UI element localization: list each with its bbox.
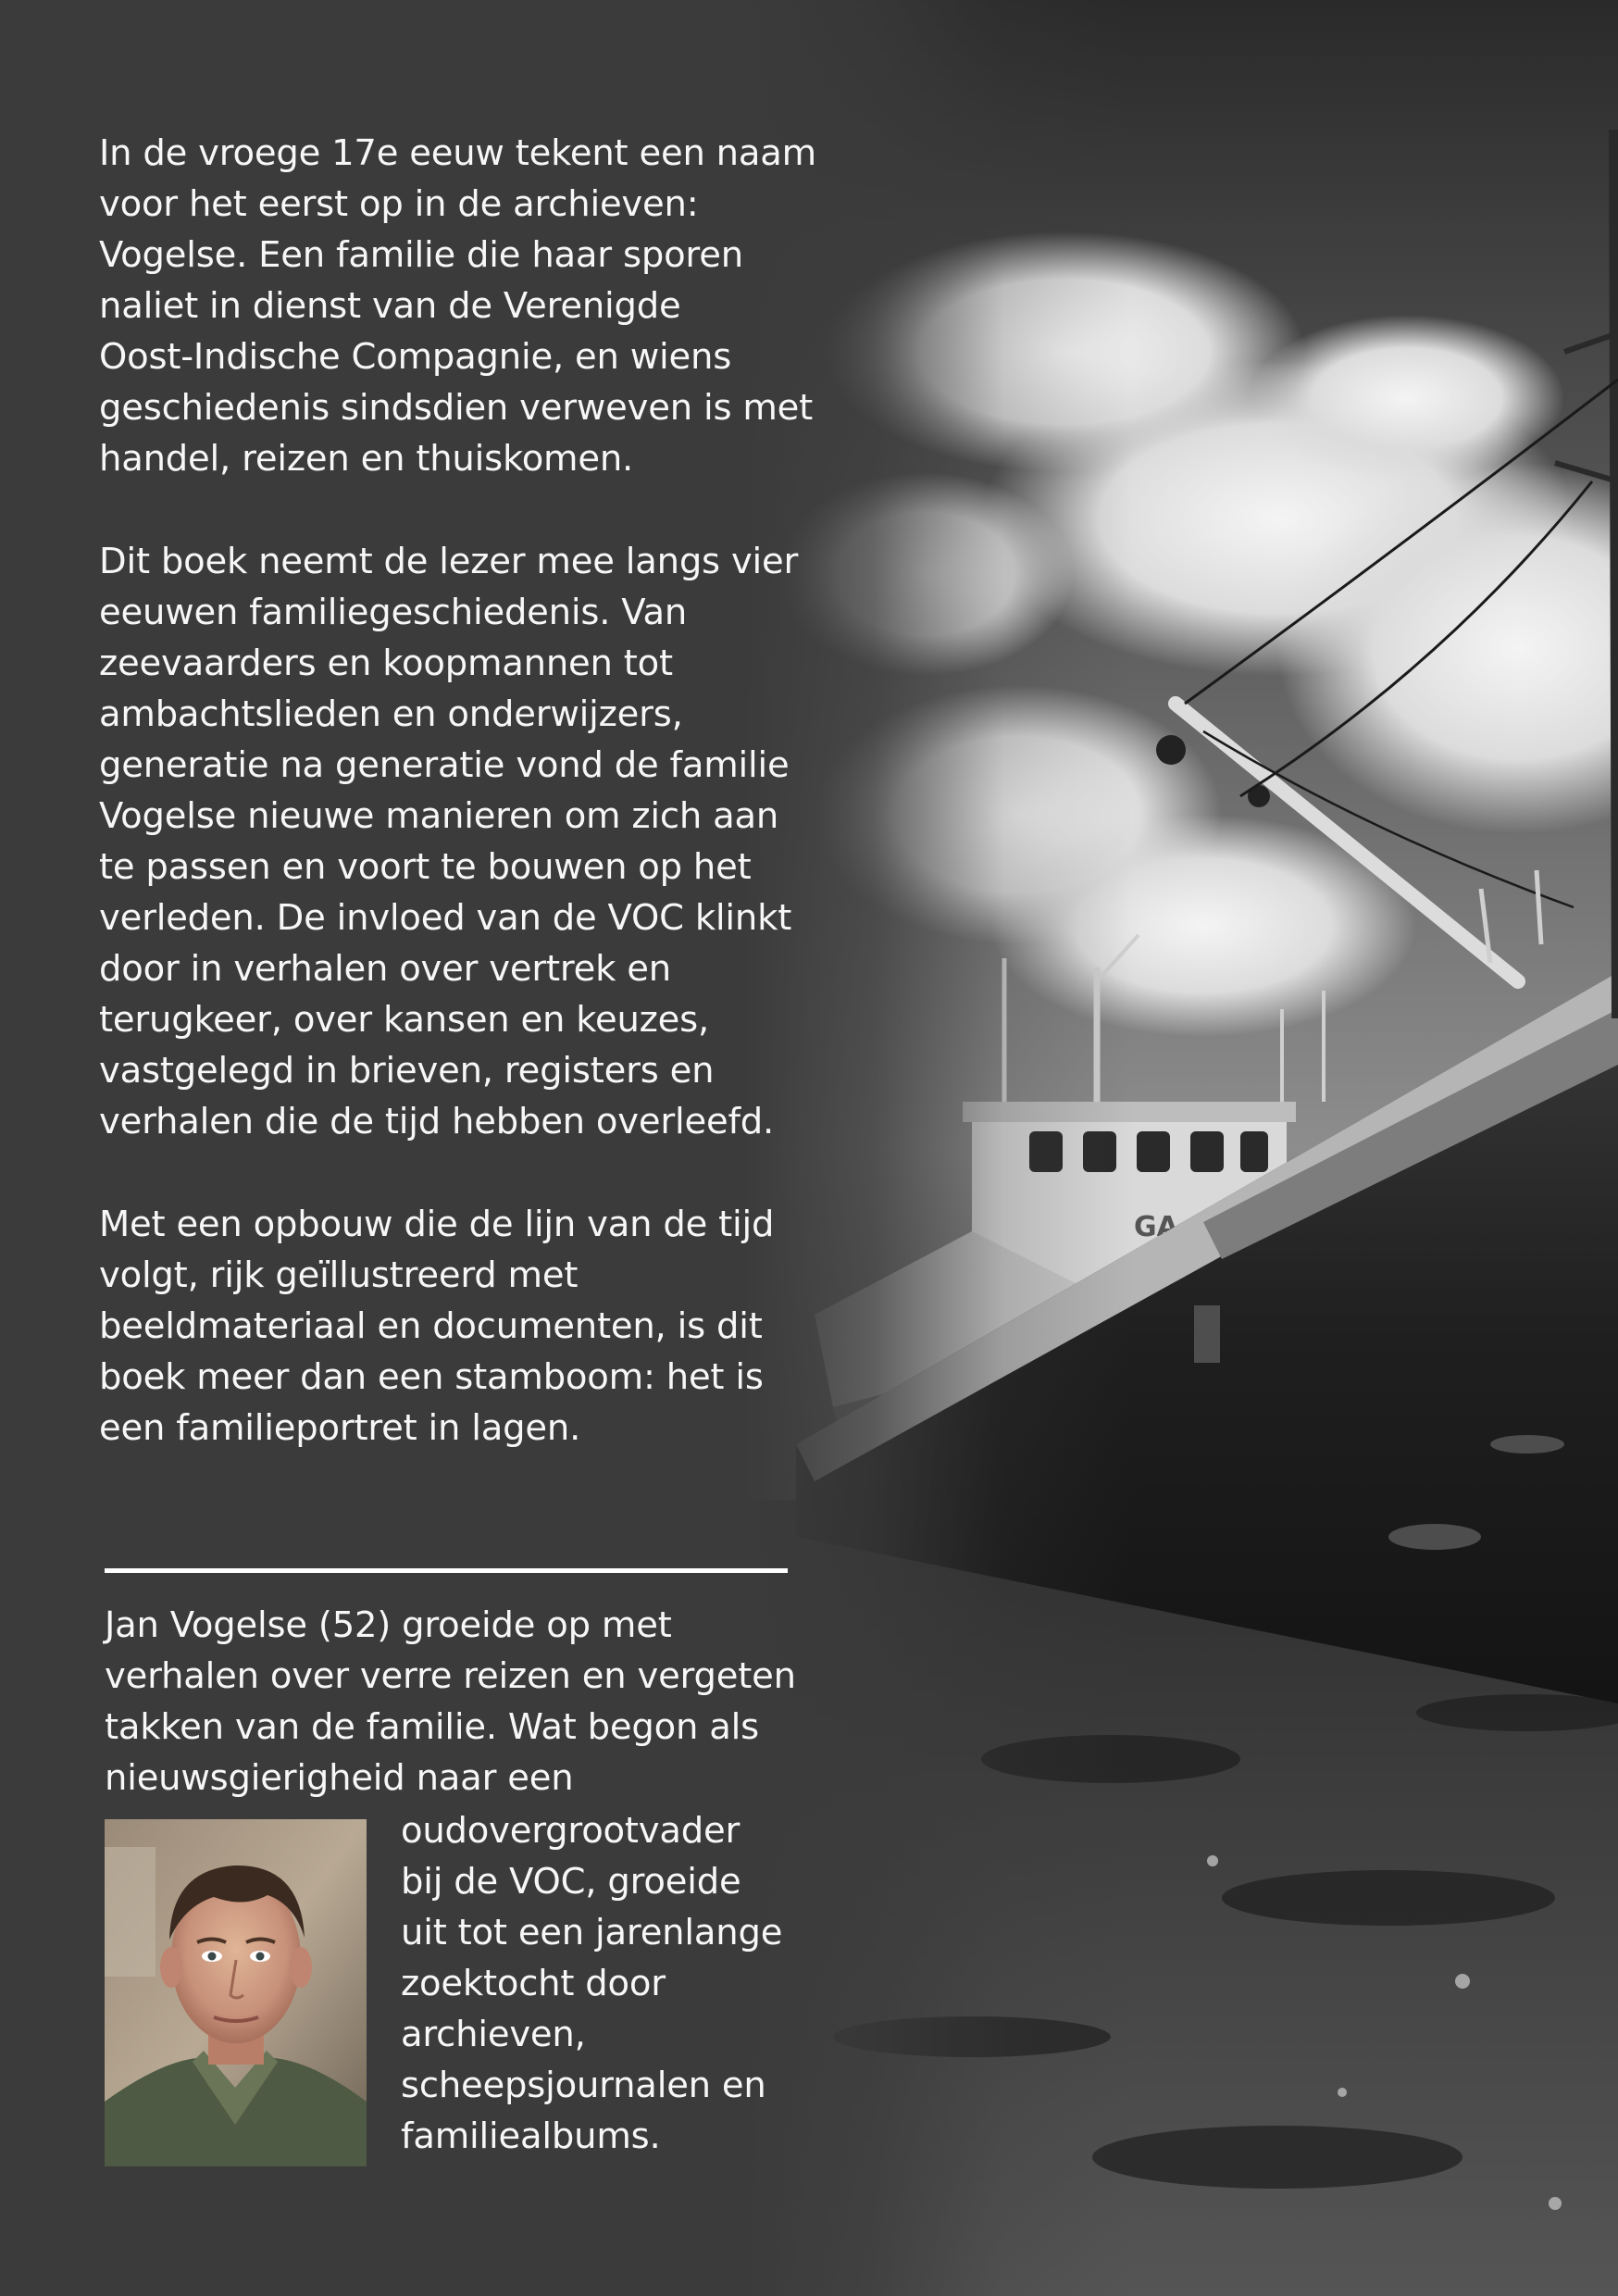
author-bio-intro: Jan Vogelse (52) groeide op met verhalen over verre reizen en vergeten takken van de familie. Wat begon als nieuwsgierigheid naar een — [105, 1604, 796, 1799]
author-portrait — [105, 1819, 367, 2166]
blurb-paragraph-2: Dit boek neemt de lezer mee langs vier eeuwen familiegeschiedenis. Van zeevaarders en koopmannen tot ambachtslieden en onderwijzers, generatie na generatie vond de familie Vogelse nieuwe manieren om zich aan te passen en voort te bouwen op het verleden. De invloed van de VOC klinkt door in verhalen over vertrek en terugkeer, over kansen en keuzes, vastgelegd in brieven, registers en verhalen die de tijd hebben overleefd. — [99, 541, 799, 1142]
blurb-paragraph-1: In de vroege 17e eeuw tekent een naam voor het eerst op in de archieven: Vogelse. Een familie die haar sporen naliet in dienst van de Verenigde Oost-Indische Compagnie, en wiens geschiedenis sindsdien verweven is met handel, reizen en thuiskomen. — [99, 132, 816, 480]
blurb — [99, 128, 840, 1505]
divider — [105, 1568, 788, 1573]
author-bio-continued: oudovergrootvader bij de VOC, groeide uit tot een jarenlange zoektocht door archieven, scheepsjournalen en familiealbums. — [401, 1810, 783, 2157]
blurb-paragraph-3: Met een opbouw die de lijn van de tijd volgt, rijk geïllustreerd met beeldmateriaal en documenten, is dit boek meer dan een stamboom: het is een familieportret in lagen. — [99, 1204, 775, 1449]
